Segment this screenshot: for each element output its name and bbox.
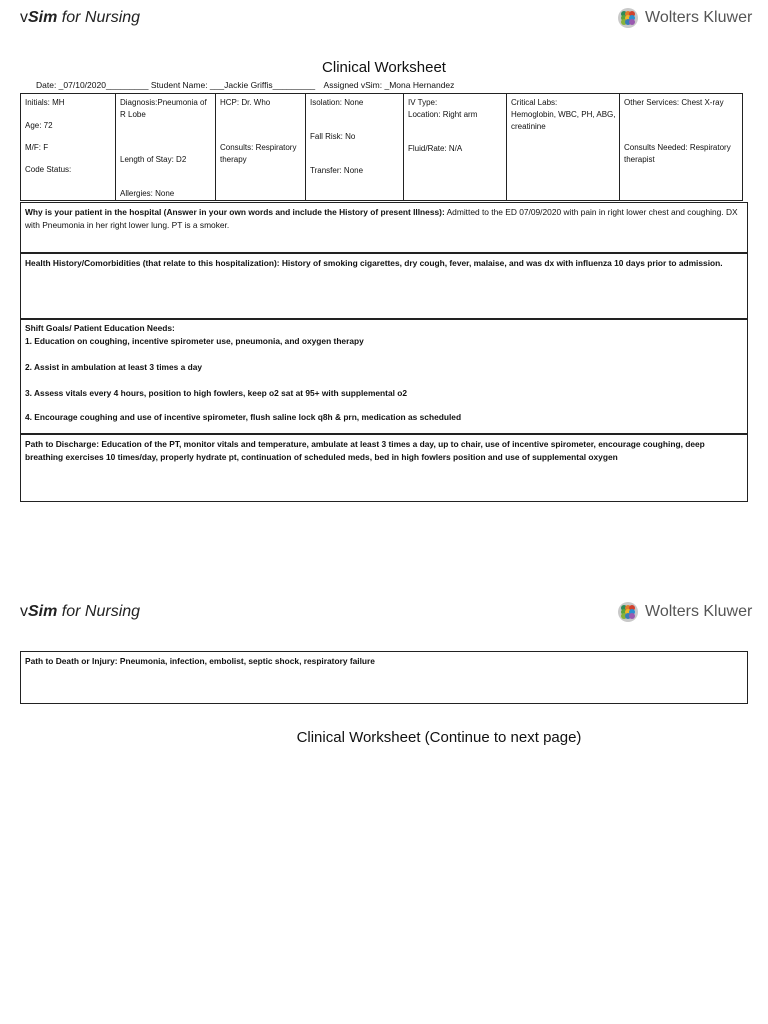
date-line [36, 80, 454, 90]
code-status: Code Status: [25, 165, 72, 174]
allergies: Allergies: None [120, 189, 175, 198]
wolters-kluwer-name: Wolters Kluwer [645, 9, 753, 26]
page2-title: Clinical Worksheet (Continue to next page) [296, 729, 582, 746]
page-title: Clinical Worksheet [322, 59, 446, 76]
consults-needed: Consults Needed: Respiratory therapist [624, 143, 731, 164]
critical-labs-cell [507, 94, 620, 200]
wolters-kluwer-logo [617, 601, 752, 623]
age: Age: 72 [25, 121, 53, 130]
shift-goal-item: 3. Assess vitals every 4 hours, position to high fowlers, keep o2 sat at 95+ with supplemental o2 [25, 388, 408, 398]
hcp-cell [216, 94, 306, 200]
iv-cell [404, 94, 507, 200]
wolters-kluwer-icon [617, 7, 639, 29]
vsim-logo: vSim for Nursing [20, 603, 141, 620]
path-to-discharge-box: Path to Discharge: Education of the PT, monitor vitals and temperature, ambulate at least 3 times a day, up to chair, use of incentive spirometer, encourage coughing, deep breathing exercises 10 times/day, properly hydrate pt, continuation of scheduled meds, bed in high fowlers position and use of supplemental oxygen [20, 434, 748, 502]
iv-type: IV Type: [408, 98, 438, 107]
consults: Consults: Respiratory therapy [220, 143, 297, 164]
initials-cell [21, 94, 116, 200]
shift-goals-box [20, 319, 748, 434]
other-services: Other Services: Chest X-ray [624, 98, 724, 107]
why-in-hospital-box [20, 202, 748, 253]
shift-goal-item: 4. Encourage coughing and use of incentive spirometer, flush saline lock q8h & prn, medication as scheduled [25, 412, 462, 422]
why-text: Admitted to the ED 07/09/2020 with pain in right lower chest and coughing. DX with Pneumonia in her right lower lung. PT is a smoker. [25, 207, 738, 230]
fall-risk: Fall Risk: No [310, 132, 356, 141]
diagnosis-cell [116, 94, 216, 200]
length-of-stay: Length of Stay: D2 [120, 155, 187, 164]
initials: Initials: MH [25, 98, 65, 107]
transfer: Transfer: None [310, 166, 364, 175]
date-field: Date: _07/10/2020_________ [36, 80, 149, 90]
why-label: Why is your patient in the hospital (Answer in your own words and include the History of present Illness): [25, 207, 445, 217]
fluid-rate: Fluid/Rate: N/A [408, 144, 463, 153]
isolation-cell [306, 94, 404, 200]
critical-labs-values: Hemoglobin, WBC, PH, ABG, creatinine [511, 110, 616, 131]
critical-labs-label: Critical Labs: [511, 98, 558, 107]
other-services-cell [620, 94, 741, 200]
shift-goals-heading: Shift Goals/ Patient Education Needs: [25, 323, 175, 333]
wolters-kluwer-name: Wolters Kluwer [645, 603, 753, 620]
health-history-box: Health History/Comorbidities (that relate to this hospitalization): History of smoking cigarettes, dry cough, fever, malaise, and was dx with influenza 10 days prior to admission. [20, 253, 748, 319]
hcp: HCP: Dr. Who [220, 98, 271, 107]
assigned-vsim-field: Assigned vSim: _Mona Hernandez [323, 80, 455, 90]
wolters-kluwer-icon [617, 601, 639, 623]
student-name-field: Student Name: ___Jackie Griffis_________ [150, 80, 316, 90]
shift-goal-item: 1. Education on coughing, incentive spirometer use, pneumonia, and oxygen therapy [25, 336, 364, 346]
gender: M/F: F [25, 143, 49, 152]
iv-location: Location: Right arm [408, 110, 478, 119]
patient-info-grid [20, 93, 743, 201]
diagnosis: Diagnosis:Pneumonia of R Lobe [120, 98, 207, 119]
shift-goal-item: 2. Assist in ambulation at least 3 times a day [25, 362, 203, 372]
vsim-logo: vSim for Nursing [20, 9, 141, 26]
path-to-death-box: Path to Death or Injury: Pneumonia, infection, embolist, septic shock, respiratory failure [20, 651, 748, 704]
isolation: Isolation: None [310, 98, 364, 107]
wolters-kluwer-logo [617, 7, 752, 29]
